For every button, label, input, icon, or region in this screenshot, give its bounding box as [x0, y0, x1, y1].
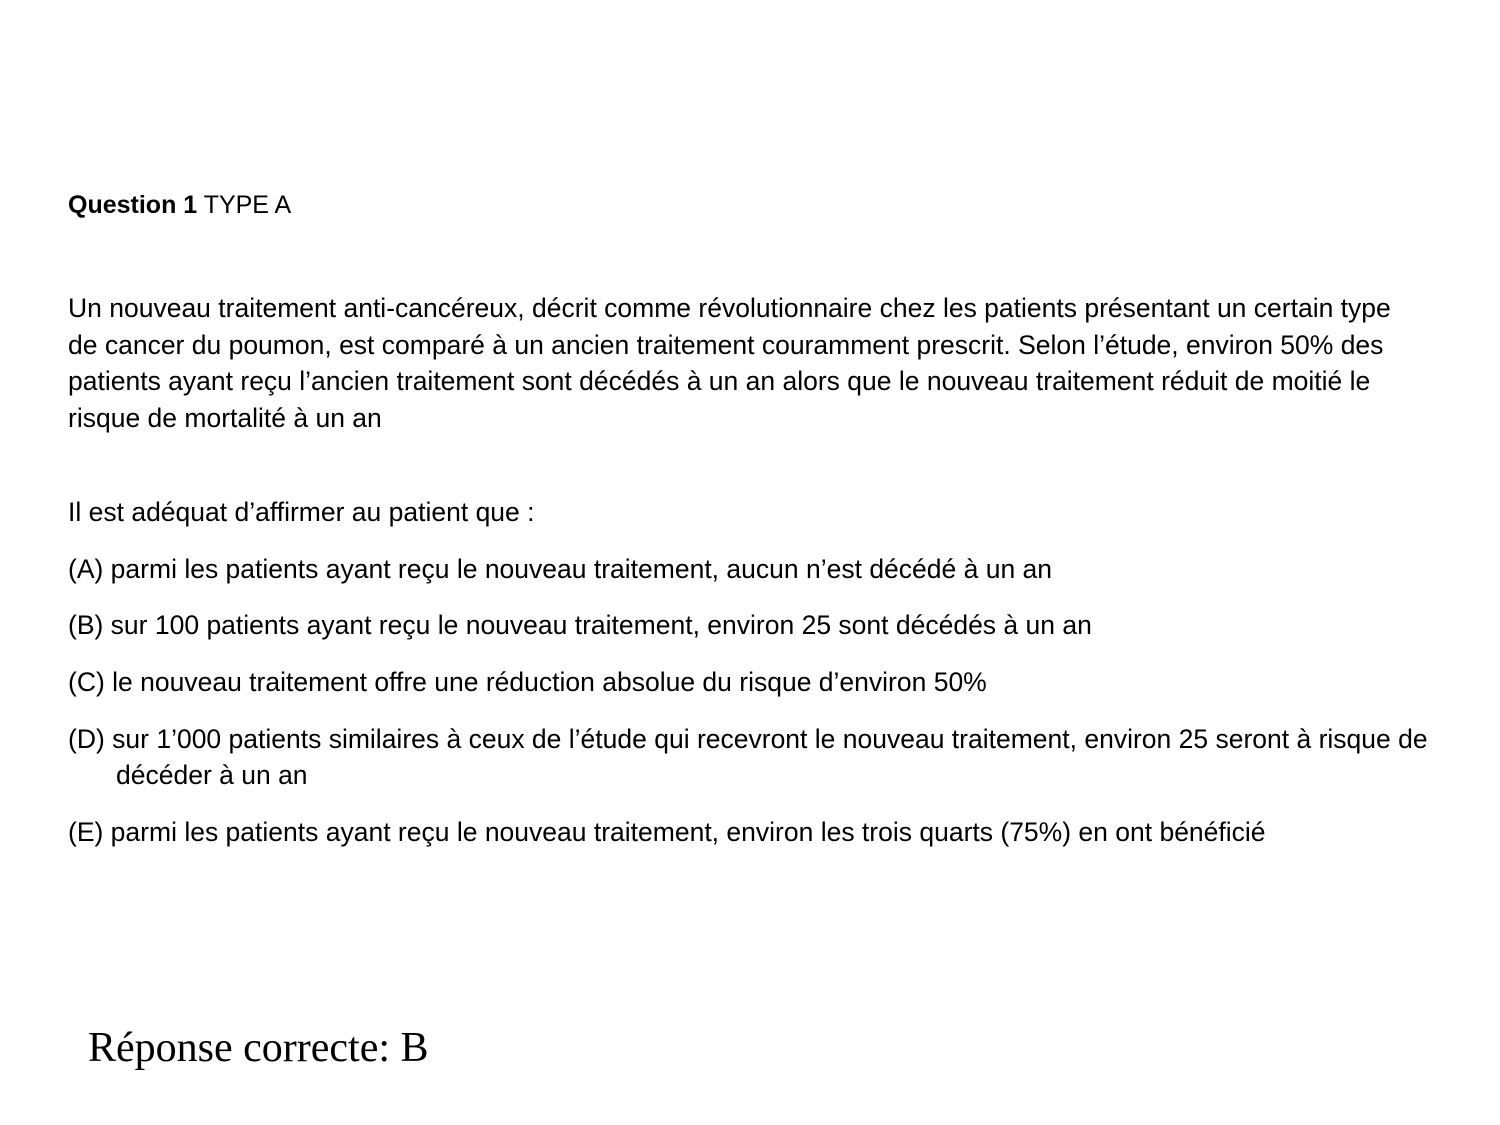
answer-option[interactable]: (C) le nouveau traitement offre une réduction absolue du risque d’environ 50%: [68, 666, 987, 697]
question-number: Question 1: [68, 191, 198, 219]
answer-option[interactable]: (B) sur 100 patients ayant reçu le nouveau traitement, environ 25 sont décédés à un an: [68, 610, 1092, 641]
question-header: [68, 190, 1428, 220]
answer-option[interactable]: (D) sur 1’000 patients similaires à ceux de l’étude qui recevront le nouveau traitement, environ 25 seront à risque de décéder à un an: [68, 723, 1428, 791]
answer-option[interactable]: (A) parmi les patients ayant reçu le nouveau traitement, aucun n’est décédé à un an: [68, 553, 1053, 584]
question-lead-in: Il est adéquat d’affirmer au patient que :: [68, 497, 535, 528]
answer-options-list: [68, 551, 1428, 850]
correct-answer: Réponse correcte: B: [88, 1025, 429, 1071]
question-stem: Un nouveau traitement anti-cancéreux, décrit comme révolutionnaire chez les patients présentant un certain type de cancer du poumon, est comparé à un ancien traitement couramment prescrit. Selon l’étude, environ 50% des patients ayant reçu l’ancien traitement sont décédés à un an alors que le nouveau traitement réduit de moitié le risque de mortalité à un an: [68, 293, 1391, 433]
question-block: [68, 190, 1428, 870]
question-type-label: TYPE A: [203, 191, 292, 219]
answer-option[interactable]: (E) parmi les patients ayant reçu le nouveau traitement, environ les trois quarts (75%) en ont bénéficié: [68, 816, 1266, 847]
